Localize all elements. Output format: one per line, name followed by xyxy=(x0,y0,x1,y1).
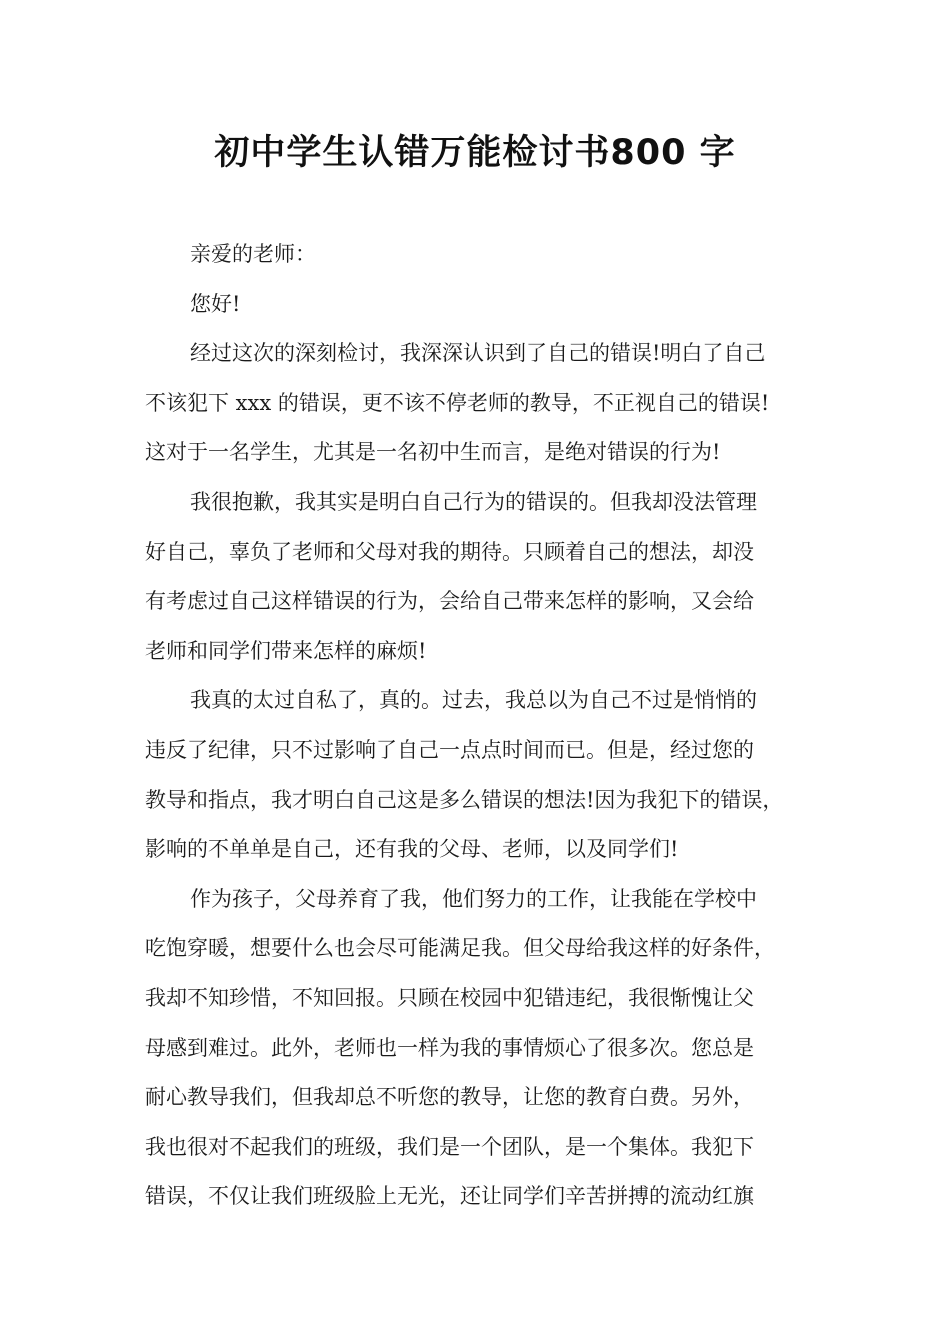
text-line: 我却不知珍惜，不知回报。只顾在校园中犯错违纪，我很惭愧让父 xyxy=(145,985,754,1010)
text-line: 母感到难过。此外，老师也一样为我的事情烦心了很多次。您总是 xyxy=(145,1035,754,1060)
text-line: 教导和指点，我才明白自己这是多么错误的想法!因为我犯下的错误， xyxy=(145,787,784,812)
text-line: 我也很对不起我们的班级，我们是一个团队，是一个集体。我犯下 xyxy=(145,1134,754,1159)
text-line: 耐心教导我们，但我却总不听您的教导，让您的教育白费。另外， xyxy=(145,1085,754,1110)
text-line: 影响的不单单是自己，还有我的父母、老师，以及同学们! xyxy=(145,837,679,862)
text-line: 我真的太过自私了，真的。过去，我总以为自己不过是悄悄的 xyxy=(190,688,757,713)
text-line: 不该犯下 xxx 的错误，更不该不停老师的教导，不正视自己的错误! xyxy=(145,390,770,415)
text-line: 老师和同学们带来怎样的麻烦! xyxy=(145,638,427,663)
text-line: 亲爱的老师： xyxy=(190,242,316,266)
document-body xyxy=(145,230,815,1222)
text-line: 作为孩子，父母养育了我，他们努力的工作，让我能在学校中 xyxy=(190,886,757,911)
text-line: 经过这次的深刻检讨，我深深认识到了自己的错误!明白了自己 xyxy=(190,341,766,366)
text-line: 错误，不仅让我们班级脸上无光，还让同学们辛苦拼搏的流动红旗 xyxy=(145,1184,754,1209)
document-title: 初中学生认错万能检讨书800 字 xyxy=(214,133,736,173)
text-line: 这对于一名学生，尤其是一名初中生而言，是绝对错误的行为! xyxy=(145,440,721,465)
text-line: 有考虑过自己这样错误的行为，会给自己带来怎样的影响，又会给 xyxy=(145,589,754,614)
text-line: 违反了纪律，只不过影响了自己一点点时间而已。但是，经过您的 xyxy=(145,737,754,762)
text-line: 我很抱歉，我其实是明白自己行为的错误的。但我却没法管理 xyxy=(190,489,757,514)
text-line: 好自己，辜负了老师和父母对我的期待。只顾着自己的想法，却没 xyxy=(145,539,754,564)
text-line: 您好! xyxy=(190,291,241,316)
text-line: 吃饱穿暖，想要什么也会尽可能满足我。但父母给我这样的好条件， xyxy=(145,936,775,961)
